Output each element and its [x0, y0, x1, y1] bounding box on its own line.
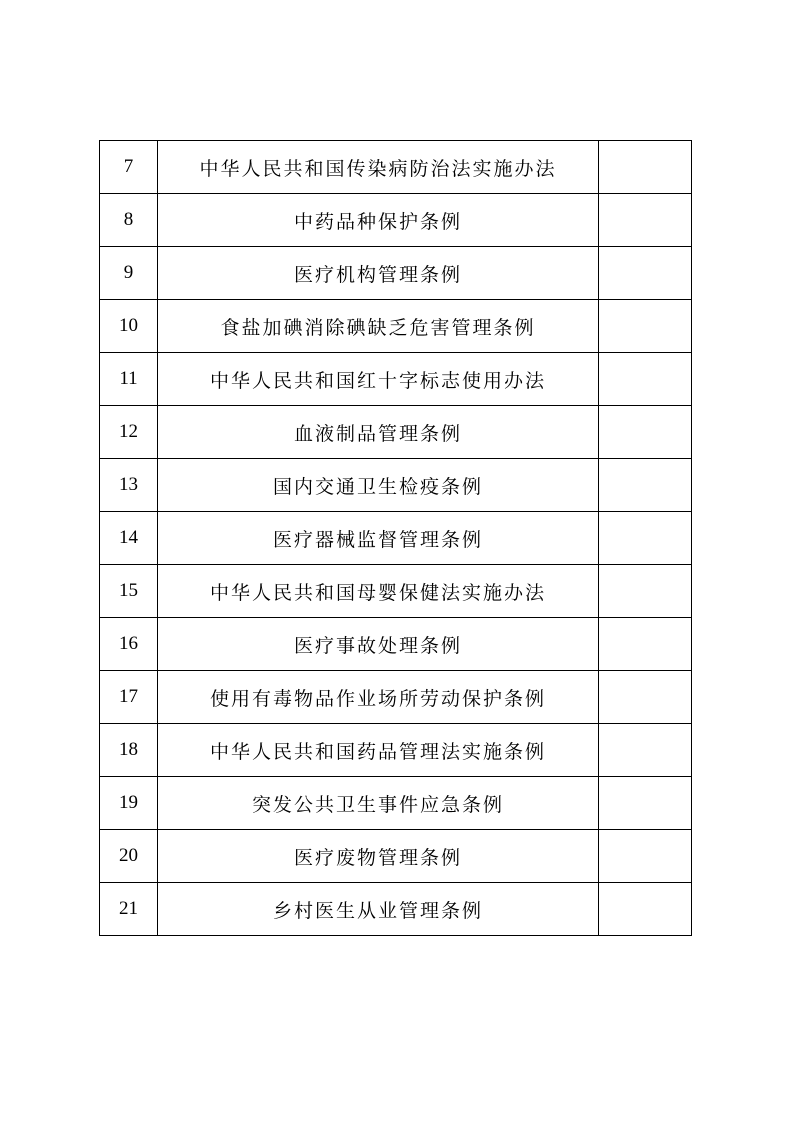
- note-cell: [599, 141, 692, 194]
- regulation-name: 中华人民共和国红十字标志使用办法: [158, 353, 599, 406]
- table-row: [100, 777, 692, 830]
- row-number: 21: [100, 883, 158, 936]
- row-number: 17: [100, 671, 158, 724]
- regulation-name: 医疗机构管理条例: [158, 247, 599, 300]
- regulation-name: 使用有毒物品作业场所劳动保护条例: [158, 671, 599, 724]
- row-number: 20: [100, 830, 158, 883]
- note-cell: [599, 512, 692, 565]
- note-cell: [599, 724, 692, 777]
- regulation-name: 国内交通卫生检疫条例: [158, 459, 599, 512]
- regulation-name: 突发公共卫生事件应急条例: [158, 777, 599, 830]
- regulation-name: 乡村医生从业管理条例: [158, 883, 599, 936]
- table-row: [100, 300, 692, 353]
- note-cell: [599, 300, 692, 353]
- table-row: [100, 565, 692, 618]
- regulation-name: 血液制品管理条例: [158, 406, 599, 459]
- note-cell: [599, 830, 692, 883]
- row-number: 9: [100, 247, 158, 300]
- row-number: 7: [100, 141, 158, 194]
- table-row: [100, 406, 692, 459]
- regulation-name: 中华人民共和国药品管理法实施条例: [158, 724, 599, 777]
- table-row: [100, 459, 692, 512]
- row-number: 15: [100, 565, 158, 618]
- regulation-name: 医疗事故处理条例: [158, 618, 599, 671]
- table-row: [100, 512, 692, 565]
- table-row: [100, 724, 692, 777]
- regulation-name: 食盐加碘消除碘缺乏危害管理条例: [158, 300, 599, 353]
- row-number: 14: [100, 512, 158, 565]
- row-number: 16: [100, 618, 158, 671]
- note-cell: [599, 883, 692, 936]
- row-number: 13: [100, 459, 158, 512]
- table-row: [100, 883, 692, 936]
- table-row: [100, 194, 692, 247]
- row-number: 18: [100, 724, 158, 777]
- table-row: [100, 671, 692, 724]
- table-row: [100, 830, 692, 883]
- row-number: 8: [100, 194, 158, 247]
- table-row: [100, 141, 692, 194]
- note-cell: [599, 565, 692, 618]
- regulation-name: 医疗废物管理条例: [158, 830, 599, 883]
- note-cell: [599, 777, 692, 830]
- note-cell: [599, 618, 692, 671]
- note-cell: [599, 353, 692, 406]
- regulation-name: 中华人民共和国母婴保健法实施办法: [158, 565, 599, 618]
- note-cell: [599, 459, 692, 512]
- note-cell: [599, 406, 692, 459]
- regulation-name: 医疗器械监督管理条例: [158, 512, 599, 565]
- note-cell: [599, 194, 692, 247]
- row-number: 19: [100, 777, 158, 830]
- table-row: [100, 247, 692, 300]
- note-cell: [599, 247, 692, 300]
- row-number: 12: [100, 406, 158, 459]
- row-number: 11: [100, 353, 158, 406]
- table-row: [100, 618, 692, 671]
- note-cell: [599, 671, 692, 724]
- row-number: 10: [100, 300, 158, 353]
- regulations-table: [99, 140, 692, 936]
- table-row: [100, 353, 692, 406]
- regulation-name: 中药品种保护条例: [158, 194, 599, 247]
- regulation-name: 中华人民共和国传染病防治法实施办法: [158, 141, 599, 194]
